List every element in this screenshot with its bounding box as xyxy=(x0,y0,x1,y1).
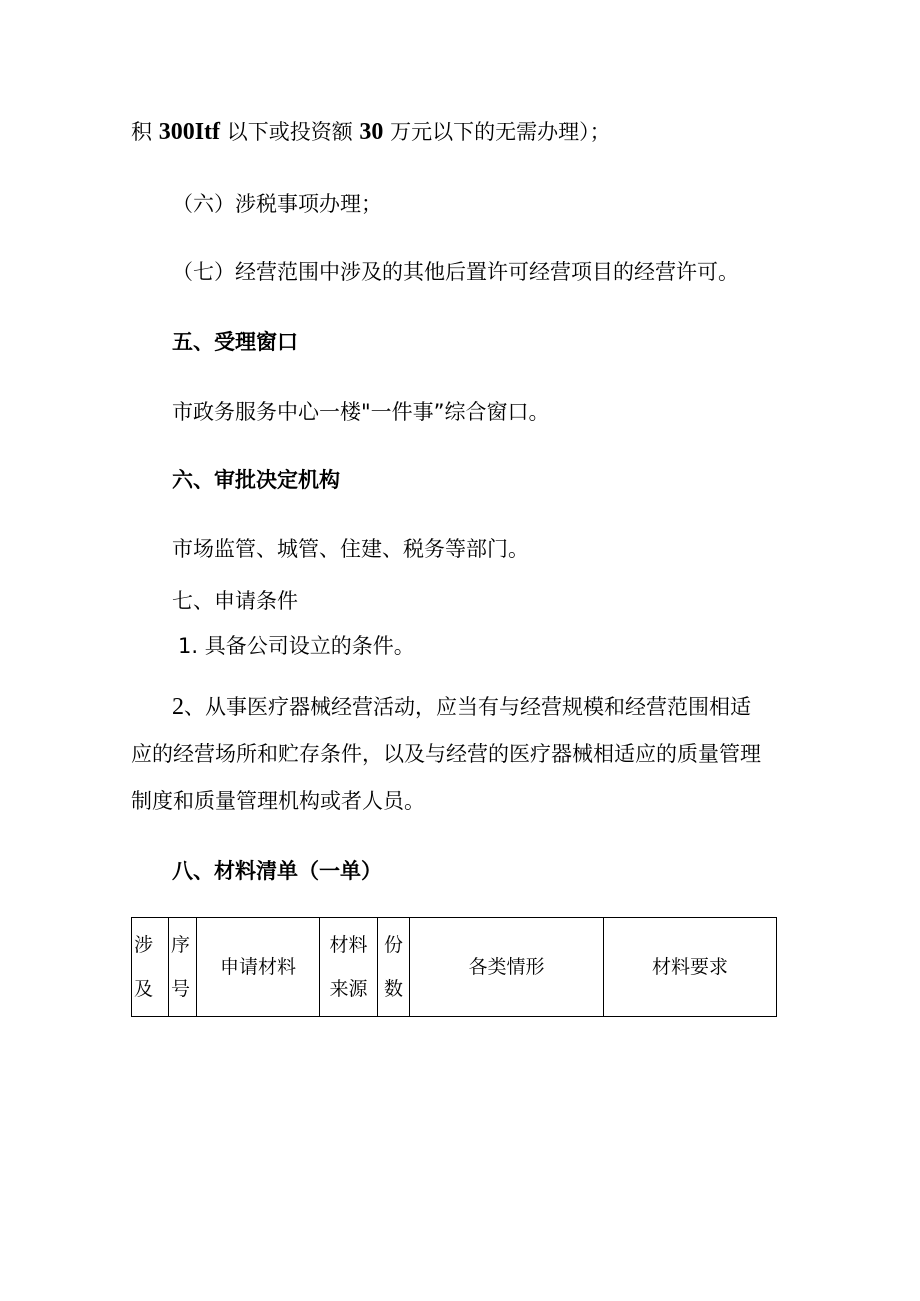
section-seven-item-one: 1. 具备公司设立的条件。 xyxy=(178,634,415,658)
section-six-body: 市场监管、城管、住建、税务等部门。 xyxy=(172,537,529,561)
table-header-row xyxy=(132,918,777,1017)
item-seven: （七）经营范围中涉及的其他后置许可经营项目的经营许可。 xyxy=(172,260,739,284)
section-eight-title: 八、材料清单（一单） xyxy=(172,859,382,883)
header-copies-2: 数 xyxy=(383,978,403,1000)
item-two-line-3: 制度和质量管理机构或者人员。 xyxy=(131,789,425,813)
header-source-2: 来源 xyxy=(329,978,368,1000)
materials-table xyxy=(131,917,777,1017)
section-six-title: 六、审批决定机构 xyxy=(172,468,340,492)
area-value: 300Itf xyxy=(158,119,221,145)
section-seven-title: 七、申请条件 xyxy=(172,589,298,613)
header-copies xyxy=(378,918,410,1017)
header-materials: 申请材料 xyxy=(197,918,320,1017)
header-requirements: 材料要求 xyxy=(604,918,777,1017)
header-involved-1: 涉 xyxy=(134,934,154,956)
continuation-prefix: 积 xyxy=(131,120,152,144)
header-serial-1: 序 xyxy=(171,934,191,956)
investment-value: 30 xyxy=(359,119,384,145)
item-two-line-2: 应的经营场所和贮存条件，以及与经营的医疗器械相适应的质量管理 xyxy=(131,742,761,766)
header-serial xyxy=(169,918,197,1017)
section-seven-item-two xyxy=(131,684,782,825)
item-two-number: 2 xyxy=(172,694,184,720)
continuation-suffix: 万元以下的无需办理）； xyxy=(390,120,611,144)
header-source-1: 材料 xyxy=(329,934,368,956)
header-situations: 各类情形 xyxy=(410,918,604,1017)
continuation-line xyxy=(131,118,611,146)
header-serial-2: 号 xyxy=(171,978,191,1000)
section-five-body: 市政务服务中心一楼"一件事”综合窗口。 xyxy=(172,400,550,424)
item-six: （六）涉税事项办理； xyxy=(172,192,382,216)
continuation-mid: 以下或投资额 xyxy=(226,120,353,144)
section-five-title: 五、受理窗口 xyxy=(172,330,298,354)
header-involved-2: 及 xyxy=(134,978,154,1000)
header-copies-1: 份 xyxy=(383,934,403,956)
item-two-text-1: 、从事医疗器械经营活动，应当有与经营规模和经营范围相适 xyxy=(184,695,751,719)
header-involved xyxy=(132,918,169,1017)
header-source xyxy=(320,918,378,1017)
item-two-line-1 xyxy=(172,684,782,731)
